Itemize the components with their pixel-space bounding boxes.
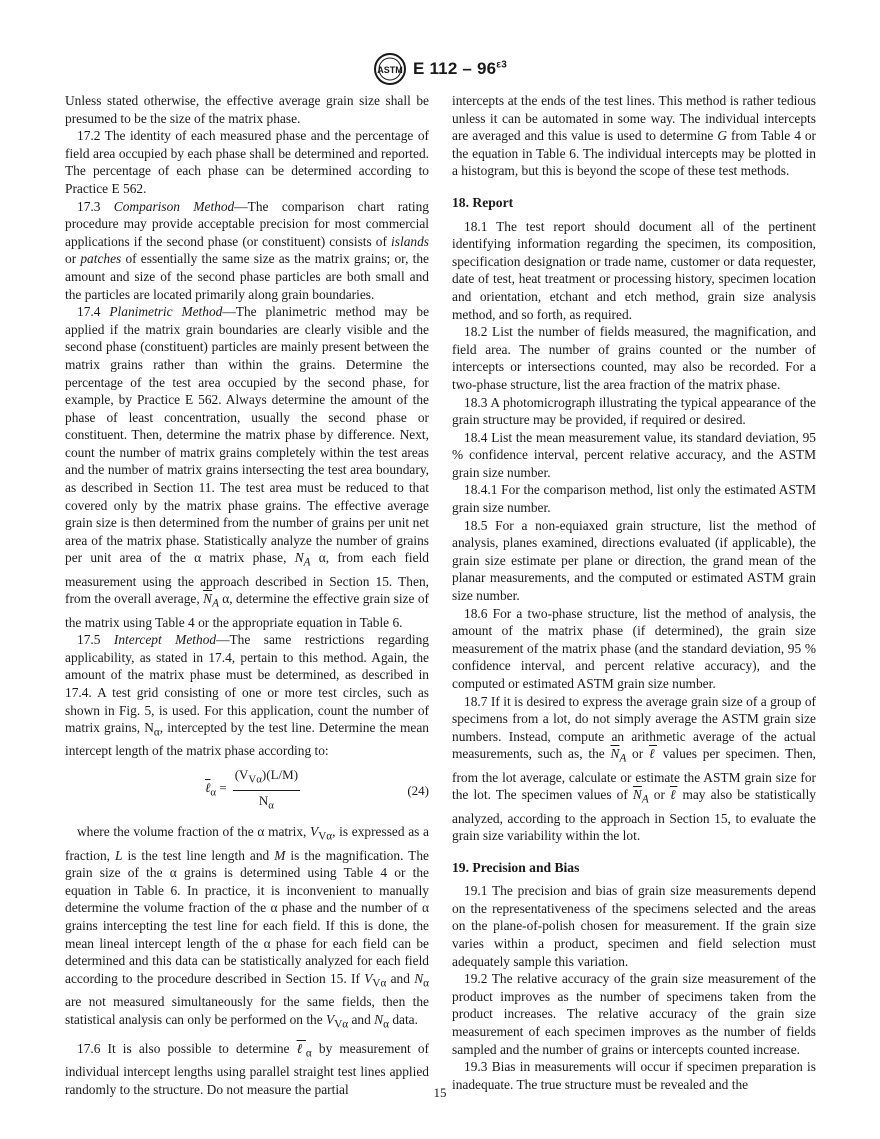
paragraph-18-1: 18.1 The test report should document all of the pertinent identifying information regarding the specimen, its composition, specification designation or trade name, customer or data requester, date of test, heat treatment or processing history, specimen location and orientation, etchant and etch method, grain size analysis method, and so forth, as required. bbox=[452, 218, 816, 322]
paragraph-19-2: 19.2 The relative accuracy of the grain size measurement of the product improves as the number of specimens taken from the product increases. The relative accuracy of the grain size measurement of each specimen improves as the number of fields sampled and the number of grains or intercepts counted increase. bbox=[452, 971, 816, 1057]
page-header bbox=[0, 52, 880, 86]
equation-fraction: $\frac{(V_{V\alpha})(L/M)}{N_\alpha}$ bbox=[234, 766, 299, 812]
paragraph-18-5: 18.5 For a non-equiaxed grain structure, list the method of analysis, planes examined, directions evaluated (if applicable), the grain size estimate per plane or direction, the grand mean of the planar measurements, and the computed or estimated ASTM grain size number. bbox=[452, 517, 816, 604]
paragraph-17-4: 17.4 Planimetric Method—The planimetric method may be applied if the matrix grain boundaries are clearly visible and the second phase (constituent) particles are mainly present between the matrix grains rather than within the grains. Determine the percentage of the test area occupied by the second phase, for example, by Practice E 562. Always determine the amount of the phase of least concentration, usually the second phase or constituent. Then, determine the matrix phase by difference. Next, count the number of matrix grains completely within the test areas and the number of matrix grains intersecting the test area boundary, as described in Section 11. The test area must be reduced to that covered only by the matrix phase grains. The effective average grain size is then determined from the number of grains per unit net area of the matrix phase. Statistically analyze the number of grains per unit area of the α matrix phase, $N_A$ α, from each field measurement using the approach described in Section 15. Then, from the overall average, $\overline{N}_A$ α, determine the effective grain size of the matrix using Table 4 or the appropriate equation in Table 6. bbox=[65, 304, 430, 630]
section-heading-18: 18. Report bbox=[452, 194, 514, 210]
paragraph-18-4-1: 18.4.1 For the comparison method, list only the estimated ASTM grain size number. bbox=[452, 482, 816, 516]
paragraph-18-4: 18.4 List the mean measurement value, its standard deviation, 95 % confidence interval, percent relative accuracy, and the ASTM grain size number. bbox=[452, 429, 816, 480]
paragraph-where: where the volume fraction of the α matrix, $V_{V\alpha}$, is expressed as a fraction, L is the test line length and M is the magnification. The grain size of the α grains is determined using Table 4 or the equation in Table 6. In practice, it is inconvenient to manually determine the volume fraction of the α phase and the number of α grains intercepting the test line for each field. If this is done, the mean lineal intercept length of the α phase for each field can be determined and this data can be statistically analyzed for each field according to the procedure described in Section 15. If $V_{V\alpha}$ and $N_\alpha$ are not measured simultaneously for the same fields, then the statistical analysis can only be performed on the $V_{V\alpha}$ and $N_\alpha$ data. bbox=[65, 824, 429, 1031]
paragraph-18-3: 18.3 A photomicrograph illustrating the typical appearance of the grain structure may be provided, if required or desired. bbox=[452, 394, 816, 428]
paragraph-18-6: 18.6 For a two-phase structure, list the method of analysis, the amount of the matrix phase (if determined), the grain size measurement of the matrix phase (and the standard deviation, 95 % confidence interval, and percent relative accuracy), and the computed or estimated ASTM grain size number. bbox=[452, 605, 816, 691]
paragraph-17-6: 17.6 It is also possible to determine ℓ$_\alpha$ by measurement of individual intercept lengths using parallel straight test lines applied randomly to the structure. Do not measure the partial bbox=[65, 1040, 429, 1097]
equation-24 bbox=[65, 766, 429, 815]
paragraph-18-7: 18.7 If it is desired to express the average grain size of a group of specimens from a lot, do not simply average the ASTM grain size numbers. Instead, compute an arithmetic average of the actual measurements, such as, the $\overline{N}_A$ or ℓ values per specimen. Then, from the lot average, calculate or estimate the ASTM grain size for the lot. The specimen values of $\overline{N}_A$ or ℓ may also be statistically analyzed, according to the approach in Section 15, to evaluate the grain size variability within the lot. bbox=[452, 693, 816, 844]
paragraph-continued: intercepts at the ends of the test lines. This method is rather tedious unless it can be automated in some way. The individual intercepts are averaged and this value is used to determine G from Table 4 or the equation in Table 6. The individual intercepts may be plotted in a histogram, but this is beyond the scope of these test methods. bbox=[452, 93, 817, 179]
paragraph-18-2: 18.2 List the number of fields measured, the magnification, and field area. The number of grains counted or the number of intercepts or intersections counted, may also be recorded. For a two-phase structure, list the area fraction of the matrix phase. bbox=[452, 324, 816, 392]
document-designation: E $112 - 96^{\varepsilon 3}$ bbox=[412, 59, 508, 78]
paragraph-17-3: 17.3 Comparison Method—The comparison chart rating procedure may provide acceptable precision for most commercial applications if the second phase (or constituent) consists of islands or patches of essentially the same size as the matrix grains; or, the amount and size of the second phase particles are both small and the particles are located primarily along grain boundaries. bbox=[65, 198, 429, 302]
paragraph-19-3: 19.3 Bias in measurements will occur if specimen preparation is inadequate. The true structure must be revealed and the bbox=[452, 1059, 816, 1092]
astm-logo-icon bbox=[373, 52, 407, 86]
paragraph-intro: Unless stated otherwise, the effective average grain size shall be presumed to be the size of the matrix phase. bbox=[65, 93, 429, 126]
right-column bbox=[452, 92, 816, 1093]
paragraph-17-2: 17.2 The identity of each measured phase and the percentage of field area occupied by each phase shall be determined and reported. The percentage of each phase can be determined according to Practice E 562. bbox=[65, 128, 429, 196]
paragraph-17-5: 17.5 Intercept Method—The same restrictions regarding applicability, as stated in 17.4, pertain to this method. Again, the amount of the matrix phase must be determined, as described in 17.4. A test grid consisting of one or more test circles, such as shown in Fig. 5, is used. For this application, count the number of matrix grains, $N_\alpha$, intercepted by the test line. Determine the mean intercept length of the matrix phase according to: bbox=[65, 632, 429, 759]
paragraph-19-1: 19.1 The precision and bias of grain size measurements depend on the representativeness of the specimens selected and the areas on the plane-of-polish chosen for measurement. If the grain size varies within a product, specimen and field selection must adequately sample this variation. bbox=[452, 883, 816, 969]
logo-text: ASTM bbox=[377, 65, 403, 75]
left-column bbox=[65, 92, 429, 1098]
equation-number: (24) bbox=[407, 782, 429, 798]
page-number: 15 bbox=[433, 1085, 447, 1100]
equation-body: ℓ$_\alpha$ = $\frac{(V_{V\alpha})(L/M)}{N_\alpha}$ bbox=[205, 766, 300, 815]
section-heading-19: 19. Precision and Bias bbox=[452, 859, 580, 875]
